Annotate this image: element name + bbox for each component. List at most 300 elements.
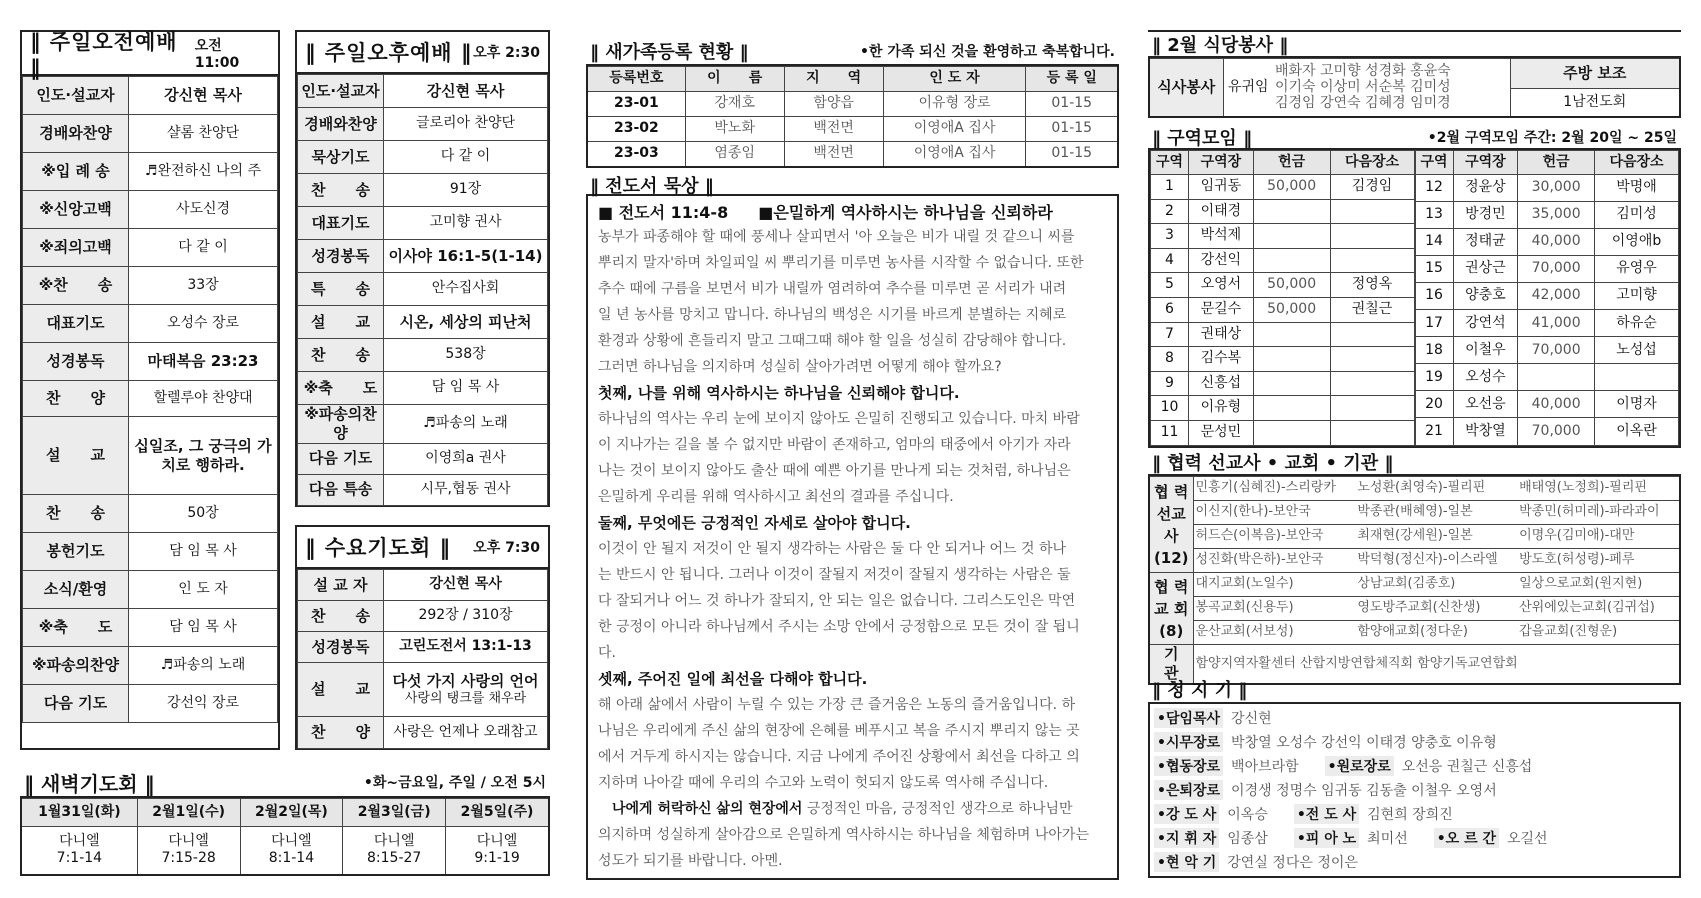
column-header: 구역장 (1453, 151, 1518, 175)
row-value: 글로리아 찬양단 (384, 108, 548, 141)
meditation-line: 이 지나가는 길을 볼 수 없지만 바람이 존재하고, 엄마의 태중에서 아기가 자라 (598, 437, 1071, 453)
district-tables (1148, 150, 1681, 448)
district-leader: 오성수 (1453, 364, 1518, 391)
district-leader: 이태경 (1189, 199, 1254, 224)
column-header: 구역장 (1189, 151, 1254, 175)
dawn-prayer-panel (20, 768, 550, 878)
table-row (1151, 420, 1415, 445)
staff-names: 임종삼 (1227, 831, 1268, 847)
table-row (587, 142, 1118, 167)
org-label: 기 관 (1149, 645, 1193, 684)
church: 함양애교회(정다운) (1355, 621, 1517, 645)
row-value: 샬롬 찬양단 (129, 115, 278, 153)
row-label: 성경봉독 (23, 343, 129, 381)
meditation-line: 농부가 파종해야 할 때에 풍세나 살피면서 '아 오늘은 비가 내릴 것 같으니 씨를 (598, 229, 1075, 245)
row-value: 오성수 장로 (129, 305, 278, 343)
row-label: 경배와찬양 (23, 115, 129, 153)
staff-row (1154, 706, 1675, 730)
meditation-line: 추수 때에 구름을 보면서 비가 내릴까 염려하여 추수를 미루면 곧 서리가 내려 (598, 281, 1067, 297)
church: 산위에있는교회(김귀섭) (1517, 597, 1680, 621)
meditation-line: 일 년 농사를 망치고 맙니다. 하나님의 백성은 시기를 바르게 분별하는 지혜로 (598, 307, 1067, 323)
row-value: 강신현 목사 (129, 77, 278, 115)
row-label: 다음 기도 (23, 685, 129, 723)
next-place (1595, 364, 1679, 391)
member-name: 염종임 (685, 142, 784, 167)
afternoon-service-header (297, 32, 548, 74)
column-header: 인 도 자 (883, 67, 1026, 92)
service-row (23, 229, 278, 267)
member-guide: 이유형 장로 (883, 92, 1026, 117)
district-number: 1 (1151, 175, 1189, 200)
meditation-closing (588, 796, 1117, 822)
meal-service-title: ‖ 2월 식당봉사 ‖ (1148, 30, 1681, 58)
district-leader: 문성민 (1189, 420, 1254, 445)
district-leader: 이철우 (1453, 337, 1518, 364)
missionary: 박덕형(정신자)-이스라엘 (1355, 549, 1517, 573)
row-label: 대표기도 (23, 305, 129, 343)
reg-date: 01-15 (1026, 117, 1118, 142)
district-panel (1148, 126, 1681, 448)
meal-label: 식사봉사 (1149, 59, 1223, 117)
dawn-text (137, 827, 240, 875)
dawn-book: 다니엘 (373, 832, 415, 849)
new-family-table (586, 66, 1119, 168)
district-number: 18 (1415, 337, 1453, 364)
member-name: 강재호 (685, 92, 784, 117)
meal-names-line: 김경임 강연숙 김혜경 임미경 (1275, 95, 1451, 112)
staff-role: •시무장로 (1154, 732, 1223, 752)
table-row (1151, 199, 1415, 224)
district-number: 8 (1151, 347, 1189, 372)
service-row (298, 141, 548, 174)
wednesday-service-header (297, 527, 548, 569)
district-leader: 문길수 (1189, 297, 1254, 322)
row-label: 설 교 (298, 663, 384, 717)
wednesday-service-time: 오후 7:30 (473, 540, 540, 556)
table-row (1151, 396, 1415, 421)
service-row (23, 77, 278, 115)
morning-service-title: ‖ 주일오전예배 ‖ (30, 30, 178, 80)
staff-group (1154, 708, 1272, 728)
row-label: ※파송의찬양 (23, 647, 129, 685)
row-value (384, 663, 548, 717)
district-number: 7 (1151, 322, 1189, 347)
service-row (298, 405, 548, 444)
reg-number: 23-03 (587, 142, 685, 167)
meditation-line: 뿌리지 말자'하며 차일피일 씨 뿌리기를 미루면 농사를 시작할 수 없습니다. 또한 (598, 255, 1084, 271)
new-family-panel (586, 38, 1119, 168)
staff-names: 백아브라함 (1231, 759, 1299, 775)
afternoon-service-table (297, 74, 548, 506)
meditation-panel (586, 172, 1119, 880)
row-value: 마태복음 23:23 (129, 343, 278, 381)
staff-names: 오선응 권칠근 신흥섭 (1401, 759, 1533, 775)
district-number: 17 (1415, 310, 1453, 337)
staff-row (1154, 730, 1675, 754)
next-place (1330, 322, 1414, 347)
column-header: 다음장소 (1330, 151, 1414, 175)
district-leader: 신흥섭 (1189, 371, 1254, 396)
church-row (1149, 597, 1680, 621)
staff-names: 강신현 (1231, 711, 1272, 727)
district-table-right (1415, 150, 1680, 446)
row-label: 경배와찬양 (298, 108, 384, 141)
service-row (298, 108, 548, 141)
row-label: 대표기도 (298, 207, 384, 240)
column-header: 다음장소 (1595, 151, 1679, 175)
column-header: 헌금 (1253, 151, 1330, 175)
district-offering: 41,000 (1518, 310, 1595, 337)
reg-number: 23-01 (587, 92, 685, 117)
member-guide: 이영애A 집사 (883, 117, 1026, 142)
district-number: 3 (1151, 224, 1189, 249)
staff-role: •협동장로 (1154, 756, 1223, 776)
staff-group (1294, 804, 1453, 824)
row-label: 설 교 (23, 417, 129, 495)
district-number: 21 (1415, 418, 1453, 445)
district-offering (1253, 371, 1330, 396)
dawn-prayer-table (20, 798, 550, 876)
meditation-theme: ■은밀하게 역사하시는 하나님을 신뢰하라 (758, 202, 1053, 222)
closing-line: 의지하며 성실하게 살아감으로 은밀하게 역사하시는 하나님을 체험하며 나아가는 (598, 827, 1089, 843)
wednesday-service-table (297, 569, 548, 749)
service-row (298, 372, 548, 405)
new-family-note: •한 가족 되신 것을 환영하고 축복합니다. (859, 44, 1115, 60)
district-number: 5 (1151, 273, 1189, 298)
new-family-header (586, 38, 1119, 66)
district-offering (1253, 420, 1330, 445)
row-label: 인도·설교자 (23, 77, 129, 115)
district-leader: 박창열 (1453, 418, 1518, 445)
dawn-book: 다니엘 (476, 832, 518, 849)
next-place: 권칠근 (1330, 297, 1414, 322)
staff-row (1154, 778, 1675, 802)
staff-group (1325, 756, 1533, 776)
sermon-subtitle: 사랑의 탱크를 채우라 (404, 690, 527, 706)
row-value: 담 임 목 사 (129, 533, 278, 571)
table-row (1151, 175, 1415, 200)
closing-line: 긍정적인 마음, 긍정적인 생각으로 하나님만 (802, 801, 1073, 817)
table-row (587, 92, 1118, 117)
dawn-day: 1월31일(화) (21, 799, 137, 827)
district-note: •2월 구역모임 주간: 2월 20일 ~ 25일 (1427, 130, 1677, 146)
district-leader: 권상근 (1453, 256, 1518, 283)
service-row (23, 417, 278, 495)
row-label: 성경봉독 (298, 240, 384, 273)
service-row (298, 474, 548, 505)
church: 운산교회(서보성) (1193, 621, 1355, 645)
district-offering: 40,000 (1518, 391, 1595, 418)
meditation-line: 다. (598, 645, 616, 661)
row-label: 인도·설교자 (298, 75, 384, 108)
district-number: 10 (1151, 396, 1189, 421)
missionary-row (1149, 525, 1680, 549)
dawn-day: 2월1일(수) (137, 799, 240, 827)
district-number: 4 (1151, 248, 1189, 273)
district-number: 16 (1415, 283, 1453, 310)
reg-number: 23-02 (587, 117, 685, 142)
church: 상남교회(김종호) (1355, 573, 1517, 597)
next-place (1330, 347, 1414, 372)
district-offering (1253, 347, 1330, 372)
table-row (1415, 202, 1679, 229)
row-value: 십일조, 그 궁극의 가치로 행하라. (129, 417, 278, 495)
meditation-line: 은밀하게 우리를 위해 역사하시고 최선의 결과를 주십니다. (598, 489, 954, 505)
kitchen-value: 1남전도회 (1510, 89, 1680, 117)
meditation-body (586, 196, 1119, 880)
district-offering (1253, 224, 1330, 249)
dawn-day: 2월5일(주) (446, 799, 549, 827)
meditation-point: 둘째, 무엇에든 긍정적인 자세로 살아야 합니다. (598, 514, 911, 532)
staff-role: •지 휘 자 (1154, 828, 1219, 848)
meditation-heading (588, 198, 1117, 224)
next-place: 김미성 (1595, 202, 1679, 229)
service-row (23, 609, 278, 647)
dawn-days-row (21, 799, 549, 827)
church: 일상으로교회(원지현) (1517, 573, 1680, 597)
next-place: 이옥란 (1595, 418, 1679, 445)
dawn-day: 2월2일(목) (240, 799, 343, 827)
meditation-line: 는 반드시 안 됩니다. 그러나 이것이 잘될지 저것이 잘될지 생각하는 사람은 둘 (598, 567, 1071, 583)
district-number: 13 (1415, 202, 1453, 229)
table-row (1151, 347, 1415, 372)
mission-panel (1148, 450, 1681, 682)
table-row (1415, 310, 1679, 337)
district-number: 15 (1415, 256, 1453, 283)
missionary-row (1149, 549, 1680, 573)
dawn-verse: 7:15-28 (161, 850, 216, 867)
service-row (23, 343, 278, 381)
reg-date: 01-15 (1026, 142, 1118, 167)
next-place (1330, 224, 1414, 249)
next-place (1330, 199, 1414, 224)
staff-role: •피 아 노 (1294, 828, 1359, 848)
row-label: ※죄의고백 (23, 229, 129, 267)
afternoon-service-time: 오후 2:30 (473, 45, 540, 61)
afternoon-service-panel (295, 30, 550, 507)
next-place: 하유순 (1595, 310, 1679, 337)
church: 대지교회(노일수) (1193, 573, 1355, 597)
service-row (23, 381, 278, 417)
meditation-line: 에서 거두게 하시지는 않습니다. 지금 나에게 주어진 상황에서 최선을 다하고 의 (598, 749, 1080, 765)
row-label: 다음 특송 (298, 474, 384, 505)
table-row (1151, 273, 1415, 298)
staff-role: •원로장로 (1325, 756, 1394, 776)
staff-names: 김현희 장희진 (1367, 807, 1453, 823)
staff-names: 이경생 정명수 임귀동 김동출 이철우 오영서 (1231, 783, 1497, 799)
next-place: 노성섭 (1595, 337, 1679, 364)
dawn-prayer-header (20, 768, 550, 798)
meditation-reference: ■ 전도서 11:4-8 (598, 202, 729, 222)
district-offering (1518, 364, 1595, 391)
meal-row (1149, 59, 1680, 89)
row-label: 찬 양 (23, 381, 129, 417)
label-line: (12) (1153, 548, 1189, 567)
service-row (23, 647, 278, 685)
district-leader: 정윤상 (1453, 175, 1518, 202)
service-row (298, 663, 548, 717)
district-leader: 방경민 (1453, 202, 1518, 229)
row-label: ※파송의찬양 (298, 405, 384, 444)
missionary: 방도호(허성령)-페루 (1517, 549, 1680, 573)
district-leader: 양충호 (1453, 283, 1518, 310)
label-line: 협 력 (1154, 577, 1189, 596)
meditation-line: 이것이 안 될지 저것이 안 될지 생각하는 사람은 둘 다 안 되거나 어느 것 하나 (598, 541, 1067, 557)
row-value: 강신현 목사 (384, 75, 548, 108)
staff-group (1434, 828, 1548, 848)
staff-group (1154, 732, 1497, 752)
label-line: 교 회 (1154, 599, 1189, 618)
dawn-book: 다니엘 (59, 832, 100, 849)
row-label: 찬 송 (298, 174, 384, 207)
missionary: 최재현(강세원)-일본 (1355, 525, 1517, 549)
meditation-line: 다 잘되거나 어느 것 하나가 잘되지, 안 되는 일은 없습니다. 그리스도인은 막연 (598, 593, 1076, 609)
row-value: 담 임 목 사 (384, 372, 548, 405)
meditation-line: 환경과 상황에 흔들리지 말고 그때그때 해야 할 일을 성실히 감당해야 합니다. (598, 333, 1067, 349)
missionary: 이명우(김미애)-대만 (1517, 525, 1680, 549)
meditation-line: 그러면 하나님을 의지하며 성실히 살아가려면 어떻게 해야 할까요? (598, 359, 1002, 375)
district-leader: 오선응 (1453, 391, 1518, 418)
staff-role: •오 르 간 (1434, 828, 1499, 848)
church: 영도방주교회(신찬생) (1355, 597, 1517, 621)
dawn-verse: 8:15-27 (367, 850, 422, 867)
service-row (298, 632, 548, 663)
district-offering: 70,000 (1518, 418, 1595, 445)
meditation-title: ‖ 전도서 묵상 ‖ (586, 172, 1119, 196)
table-row (1415, 256, 1679, 283)
column-header: 구역 (1415, 151, 1453, 175)
missionary: 박종관(배혜영)-일본 (1355, 501, 1517, 525)
meditation-text (588, 224, 1117, 796)
row-label: 봉헌기도 (23, 533, 129, 571)
district-offering: 30,000 (1518, 175, 1595, 202)
district-offering: 50,000 (1253, 273, 1330, 298)
staff-names: 오길선 (1507, 831, 1548, 847)
service-row (23, 533, 278, 571)
table-row (587, 117, 1118, 142)
meal-leader: 유귀임 (1223, 59, 1273, 117)
row-label: 찬 송 (23, 495, 129, 533)
service-row (298, 717, 548, 749)
row-label: 성경봉독 (298, 632, 384, 663)
missionary-row (1149, 501, 1680, 525)
mission-table (1148, 476, 1681, 685)
missionary: 성진화(박은하)-보안국 (1193, 549, 1355, 573)
missionary: 이신지(한나)-보안국 (1193, 501, 1355, 525)
morning-service-time: 오전 11:00 (194, 38, 240, 71)
missionary-row (1149, 477, 1680, 501)
service-row (23, 267, 278, 305)
row-value: 33장 (129, 267, 278, 305)
next-place: 김경임 (1330, 175, 1414, 200)
label-line: (8) (1159, 621, 1184, 640)
label-line: 선교사 (1156, 504, 1186, 545)
meal-names (1273, 59, 1510, 117)
row-label: 소식/환영 (23, 571, 129, 609)
staff-row (1154, 802, 1675, 826)
service-row (23, 685, 278, 723)
staff-panel (1148, 676, 1681, 878)
district-leader: 강연석 (1453, 310, 1518, 337)
wednesday-service-panel (295, 525, 550, 750)
district-number: 12 (1415, 175, 1453, 202)
service-row (298, 240, 548, 273)
row-value: 50장 (129, 495, 278, 533)
meditation-point: 셋째, 주어진 일에 최선을 다해야 합니다. (598, 670, 868, 688)
staff-role: •은퇴장로 (1154, 780, 1223, 800)
table-row (1415, 391, 1679, 418)
column-header: 이 름 (685, 67, 784, 92)
district-number: 20 (1415, 391, 1453, 418)
staff-role: •강 도 사 (1154, 804, 1219, 824)
dawn-text (240, 827, 343, 875)
staff-role: •담임목사 (1154, 708, 1223, 728)
district-leader: 강선익 (1189, 248, 1254, 273)
new-family-title: ‖ 새가족등록 현황 ‖ (590, 42, 749, 63)
service-row (23, 495, 278, 533)
missionary: 배태영(노정희)-필리핀 (1517, 477, 1680, 501)
dawn-text (21, 827, 137, 875)
district-offering: 70,000 (1518, 337, 1595, 364)
meditation-line: 지하며 나아갈 때에 우리의 수고와 노력이 헛되지 않도록 역사해 주십니다. (598, 775, 1049, 791)
table-row (1151, 224, 1415, 249)
dawn-text (343, 827, 446, 875)
wednesday-service-title: ‖ 수요기도회 ‖ (305, 536, 452, 560)
next-place (1330, 420, 1414, 445)
row-value: ♬파송의 노래 (129, 647, 278, 685)
service-row (298, 207, 548, 240)
district-offering: 70,000 (1518, 256, 1595, 283)
row-value: 강신현 목사 (384, 570, 548, 601)
district-header-row (1151, 151, 1415, 175)
row-label: ※신앙고백 (23, 191, 129, 229)
district-number: 14 (1415, 229, 1453, 256)
church-row (1149, 573, 1680, 597)
morning-service-header (22, 30, 278, 80)
service-row (23, 571, 278, 609)
staff-group (1154, 780, 1497, 800)
sermon-title: 다섯 가지 사랑의 언어 (392, 672, 539, 690)
table-row (1151, 248, 1415, 273)
row-value: 이영희a 권사 (384, 443, 548, 474)
table-row (1151, 297, 1415, 322)
morning-service-table (22, 76, 278, 723)
service-row (23, 191, 278, 229)
row-value: 담 임 목 사 (129, 609, 278, 647)
dawn-verse: 8:1-14 (268, 850, 315, 867)
meal-names-line: 이기숙 이상미 서순복 김미성 (1275, 79, 1451, 96)
row-value: 사랑은 언제나 오래참고 (384, 717, 548, 749)
district-offering: 42,000 (1518, 283, 1595, 310)
row-label: ※축 도 (298, 372, 384, 405)
district-header-row (1415, 151, 1679, 175)
district-header (1148, 126, 1681, 150)
dawn-prayer-title: ‖ 새벽기도회 ‖ (24, 771, 155, 796)
mission-title: ‖ 협력 선교사 • 교회 • 기관 ‖ (1148, 450, 1681, 476)
meditation-point: 첫째, 나를 위해 역사하시는 하나님을 신뢰해야 합니다. (598, 384, 960, 402)
row-value: 시온, 세상의 피난처 (384, 306, 548, 339)
row-label: 찬 송 (298, 339, 384, 372)
district-offering: 40,000 (1518, 229, 1595, 256)
next-place: 이명자 (1595, 391, 1679, 418)
kitchen-label: 주방 보조 (1510, 59, 1680, 89)
staff-group (1154, 852, 1358, 872)
row-label: 다음 기도 (298, 443, 384, 474)
church-row (1149, 621, 1680, 645)
row-value: 91장 (384, 174, 548, 207)
row-value: 이사야 16:1-5(1-14) (384, 240, 548, 273)
district-offering (1253, 322, 1330, 347)
